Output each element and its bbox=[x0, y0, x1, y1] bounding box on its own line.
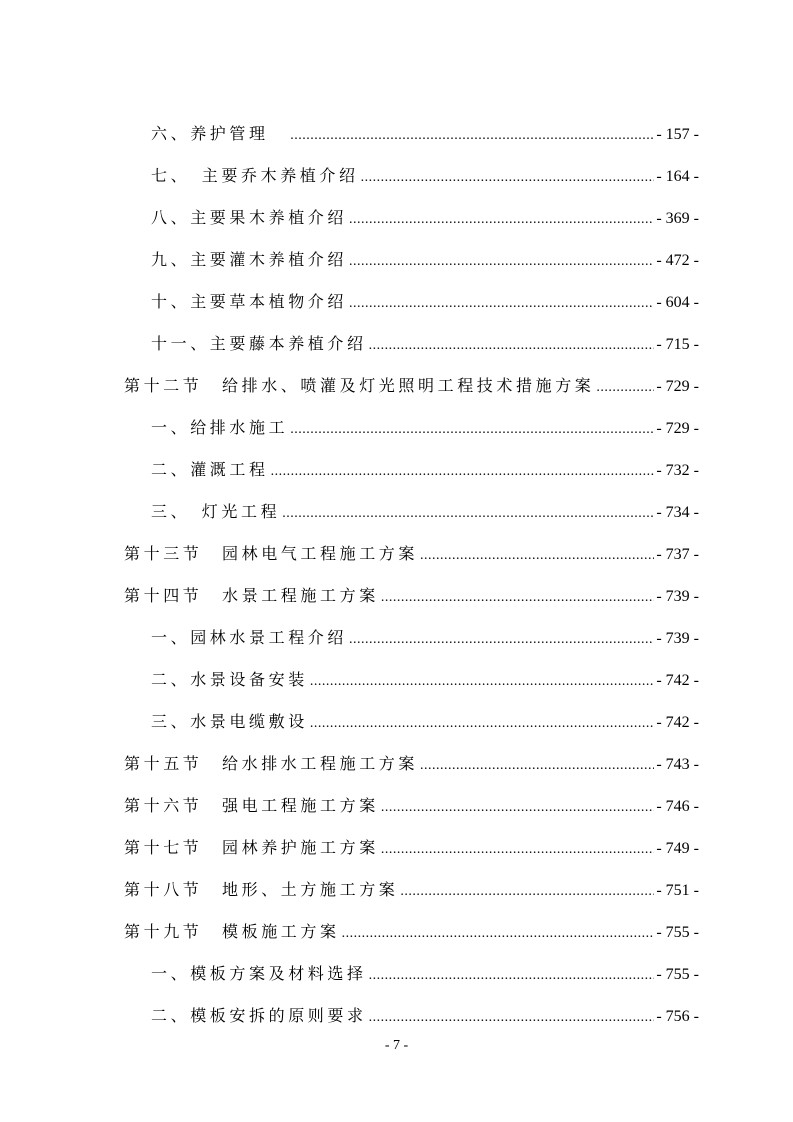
toc-leader-dots bbox=[290, 124, 654, 148]
toc-entry-page: - 732 - bbox=[656, 462, 699, 479]
toc-entry-page: - 734 - bbox=[656, 504, 699, 521]
toc-leader-dots bbox=[349, 628, 654, 652]
toc-entry-title: 十一、主要藤本养植介绍 bbox=[151, 334, 367, 353]
toc-entry-title: 第十五节 给水排水工程施工方案 bbox=[124, 754, 419, 773]
toc-entry[interactable] bbox=[0, 710, 699, 734]
toc-entry-page: - 715 - bbox=[656, 336, 699, 353]
toc-entry[interactable] bbox=[0, 332, 699, 356]
toc-entry[interactable] bbox=[0, 1004, 699, 1028]
page-number-footer: - 7 - bbox=[384, 1038, 409, 1053]
toc-leader-dots bbox=[342, 922, 655, 946]
toc-entry[interactable] bbox=[0, 458, 699, 482]
toc-entry[interactable] bbox=[0, 626, 699, 650]
toc-entry[interactable] bbox=[0, 248, 699, 272]
toc-entry-page: - 756 - bbox=[656, 1008, 699, 1025]
toc-entry-title: 十、主要草本植物介绍 bbox=[151, 292, 348, 311]
toc-entry[interactable] bbox=[0, 122, 699, 146]
toc-leader-dots bbox=[420, 544, 654, 568]
toc-entry[interactable] bbox=[0, 290, 699, 314]
toc-leader-dots bbox=[310, 670, 655, 694]
toc-entry-title: 九、主要灌木养植介绍 bbox=[151, 250, 348, 269]
toc-leader-dots bbox=[290, 418, 654, 442]
toc-entry-page: - 472 - bbox=[656, 252, 699, 269]
toc-leader-dots bbox=[596, 376, 654, 400]
toc-entry[interactable] bbox=[0, 500, 699, 524]
toc-entry-page: - 751 - bbox=[656, 882, 699, 899]
toc-entry-title: 二、灌溉工程 bbox=[151, 460, 269, 479]
toc-entry-title: 七、 主要乔木养植介绍 bbox=[151, 166, 359, 185]
toc-leader-dots bbox=[349, 250, 654, 274]
toc-entry-page: - 742 - bbox=[656, 672, 699, 689]
toc-entry-title: 一、园林水景工程介绍 bbox=[151, 628, 348, 647]
toc-leader-dots bbox=[349, 292, 654, 316]
toc-entry-page: - 737 - bbox=[656, 546, 699, 563]
toc-entry-page: - 746 - bbox=[656, 798, 699, 815]
toc-entry-page: - 157 - bbox=[656, 126, 699, 143]
toc-entry-title: 三、水景电缆敷设 bbox=[151, 712, 308, 731]
toc-entry-title: 第十九节 模板施工方案 bbox=[124, 922, 340, 941]
toc-entry-title: 三、 灯光工程 bbox=[151, 502, 281, 521]
toc-leader-dots bbox=[271, 460, 655, 484]
toc-entry[interactable] bbox=[0, 374, 699, 398]
toc-entry[interactable] bbox=[0, 962, 699, 986]
toc-entry[interactable] bbox=[0, 668, 699, 692]
toc-entry-page: - 742 - bbox=[656, 714, 699, 731]
toc-entry-title: 第十三节 园林电气工程施工方案 bbox=[124, 544, 419, 563]
toc-entry-title: 二、模板安拆的原则要求 bbox=[151, 1006, 367, 1025]
toc-entry-title: 一、给排水施工 bbox=[151, 418, 289, 437]
toc-leader-dots bbox=[381, 586, 655, 610]
toc-entry-page: - 604 - bbox=[656, 294, 699, 311]
toc-entry-title: 一、模板方案及材料选择 bbox=[151, 964, 367, 983]
toc-entry-title: 第十七节 园林养护施工方案 bbox=[124, 838, 379, 857]
toc-leader-dots bbox=[400, 880, 654, 904]
toc-entry-page: - 755 - bbox=[656, 966, 699, 983]
toc-leader-dots bbox=[361, 166, 655, 190]
toc-entry-page: - 749 - bbox=[656, 840, 699, 857]
toc-entry[interactable] bbox=[0, 206, 699, 230]
toc-entry-title: 八、主要果木养植介绍 bbox=[151, 208, 348, 227]
toc-entry-page: - 739 - bbox=[656, 588, 699, 605]
toc-entry-title: 第十四节 水景工程施工方案 bbox=[124, 586, 379, 605]
toc-entry[interactable] bbox=[0, 794, 699, 818]
toc-entry-page: - 729 - bbox=[656, 420, 699, 437]
toc-entry-title: 第十二节 给排水、喷灌及灯光照明工程技术措施方案 bbox=[124, 376, 595, 395]
toc-entry[interactable] bbox=[0, 584, 699, 608]
toc-leader-dots bbox=[369, 334, 655, 358]
toc-entry-page: - 369 - bbox=[656, 210, 699, 227]
toc-entry[interactable] bbox=[0, 836, 699, 860]
toc-entry-title: 第十六节 强电工程施工方案 bbox=[124, 796, 379, 815]
toc-leader-dots bbox=[282, 502, 654, 526]
toc-leader-dots bbox=[381, 796, 655, 820]
toc-entry-title: 六、养护管理 bbox=[151, 124, 289, 143]
toc-entry-page: - 743 - bbox=[656, 756, 699, 773]
toc-entry-title: 第十八节 地形、土方施工方案 bbox=[124, 880, 399, 899]
toc-entry[interactable] bbox=[0, 416, 699, 440]
toc-entry[interactable] bbox=[0, 542, 699, 566]
toc-leader-dots bbox=[369, 964, 655, 988]
toc-leader-dots bbox=[420, 754, 654, 778]
toc-leader-dots bbox=[349, 208, 654, 232]
toc-leader-dots bbox=[369, 1006, 655, 1030]
toc-leader-dots bbox=[381, 838, 655, 862]
toc-entry-page: - 164 - bbox=[656, 168, 699, 185]
toc-leader-dots bbox=[310, 712, 655, 736]
toc-entry[interactable] bbox=[0, 920, 699, 944]
toc-entry[interactable] bbox=[0, 164, 699, 188]
toc-entry-page: - 729 - bbox=[656, 378, 699, 395]
toc-entry-page: - 755 - bbox=[656, 924, 699, 941]
toc-entry-title: 二、水景设备安装 bbox=[151, 670, 308, 689]
toc-entry-page: - 739 - bbox=[656, 630, 699, 647]
toc-entry[interactable] bbox=[0, 752, 699, 776]
toc-entry[interactable] bbox=[0, 878, 699, 902]
